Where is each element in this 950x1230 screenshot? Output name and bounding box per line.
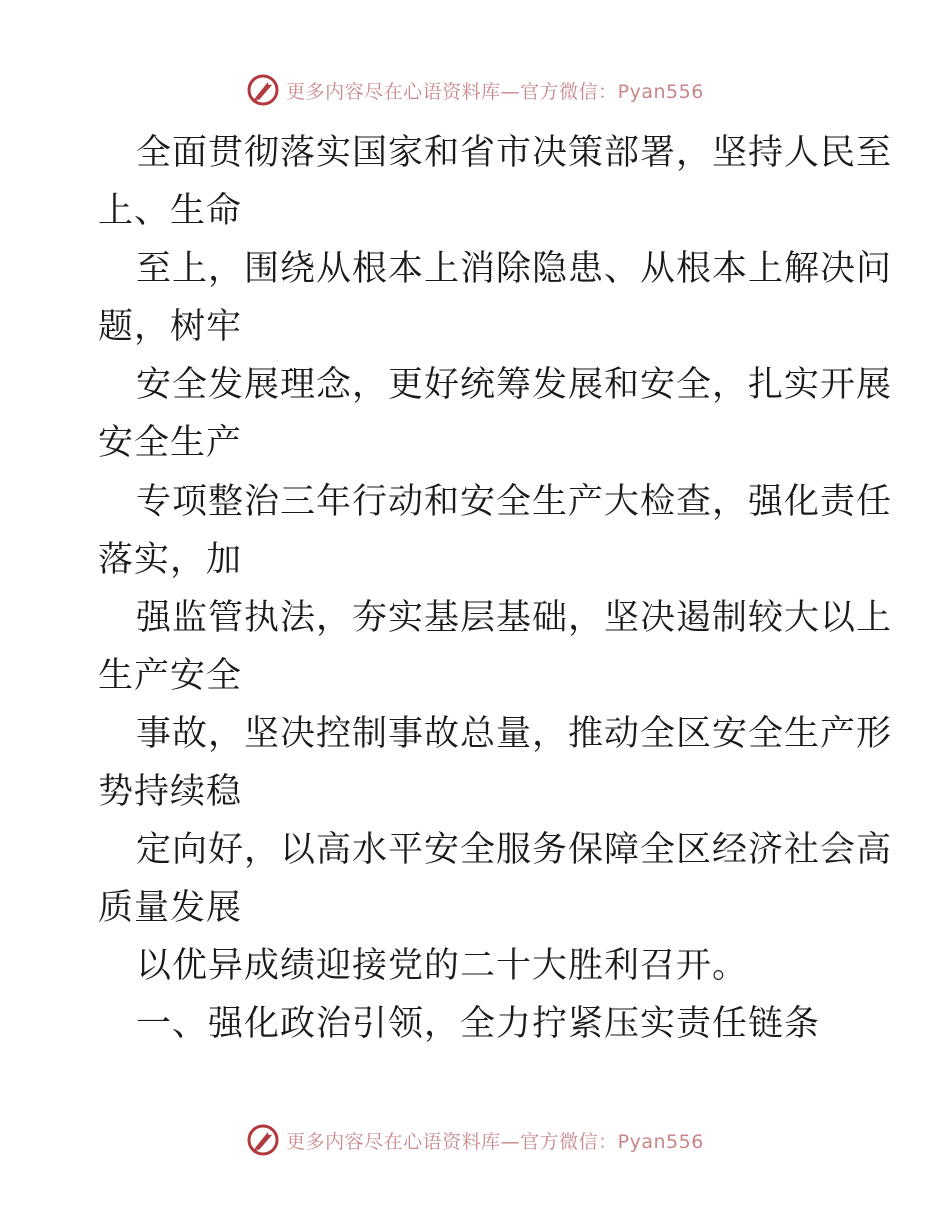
text-line: 上、生命: [98, 191, 243, 232]
text-line: 质量发展: [98, 888, 243, 929]
header-banner: [0, 70, 950, 110]
footer-banner-text: 更多内容尽在心语资料库—官方微信：Pyan556: [286, 1130, 704, 1153]
text-line: 至上，围绕从根本上消除隐患、从根本上解决问: [136, 249, 893, 290]
text-line: 定向好，以高水平安全服务保障全区经济社会高: [136, 830, 893, 871]
text-line: 专项整治三年行动和安全生产大检查，强化责任: [136, 481, 893, 522]
text-line: 以优异成绩迎接党的二十大胜利召开。: [136, 946, 749, 987]
text-line: 势持续稳: [98, 772, 243, 813]
text-line: 事故，坚决控制事故总量，推动全区安全生产形: [136, 713, 893, 754]
text-line: 生产安全: [98, 655, 243, 696]
pen-logo-icon: [246, 73, 280, 107]
text-line: 一、强化政治引领，全力拧紧压实责任链条: [136, 1004, 821, 1045]
text-line: 安全生产: [98, 423, 243, 464]
text-line: 落实，加: [98, 539, 243, 580]
footer-banner: [0, 1120, 950, 1160]
text-line: 安全发展理念，更好统筹发展和安全，扎实开展: [136, 365, 893, 406]
pen-logo-icon: [246, 1123, 280, 1157]
text-line: 全面贯彻落实国家和省市决策部署，坚持人民至: [136, 133, 893, 173]
text-line: 强监管执法，夯实基层基础，坚决遏制较大以上: [136, 597, 893, 638]
document-body: [98, 124, 893, 1054]
header-banner-text: 更多内容尽在心语资料库—官方微信：Pyan556: [286, 80, 704, 103]
text-line: 题，树牢: [98, 307, 243, 348]
